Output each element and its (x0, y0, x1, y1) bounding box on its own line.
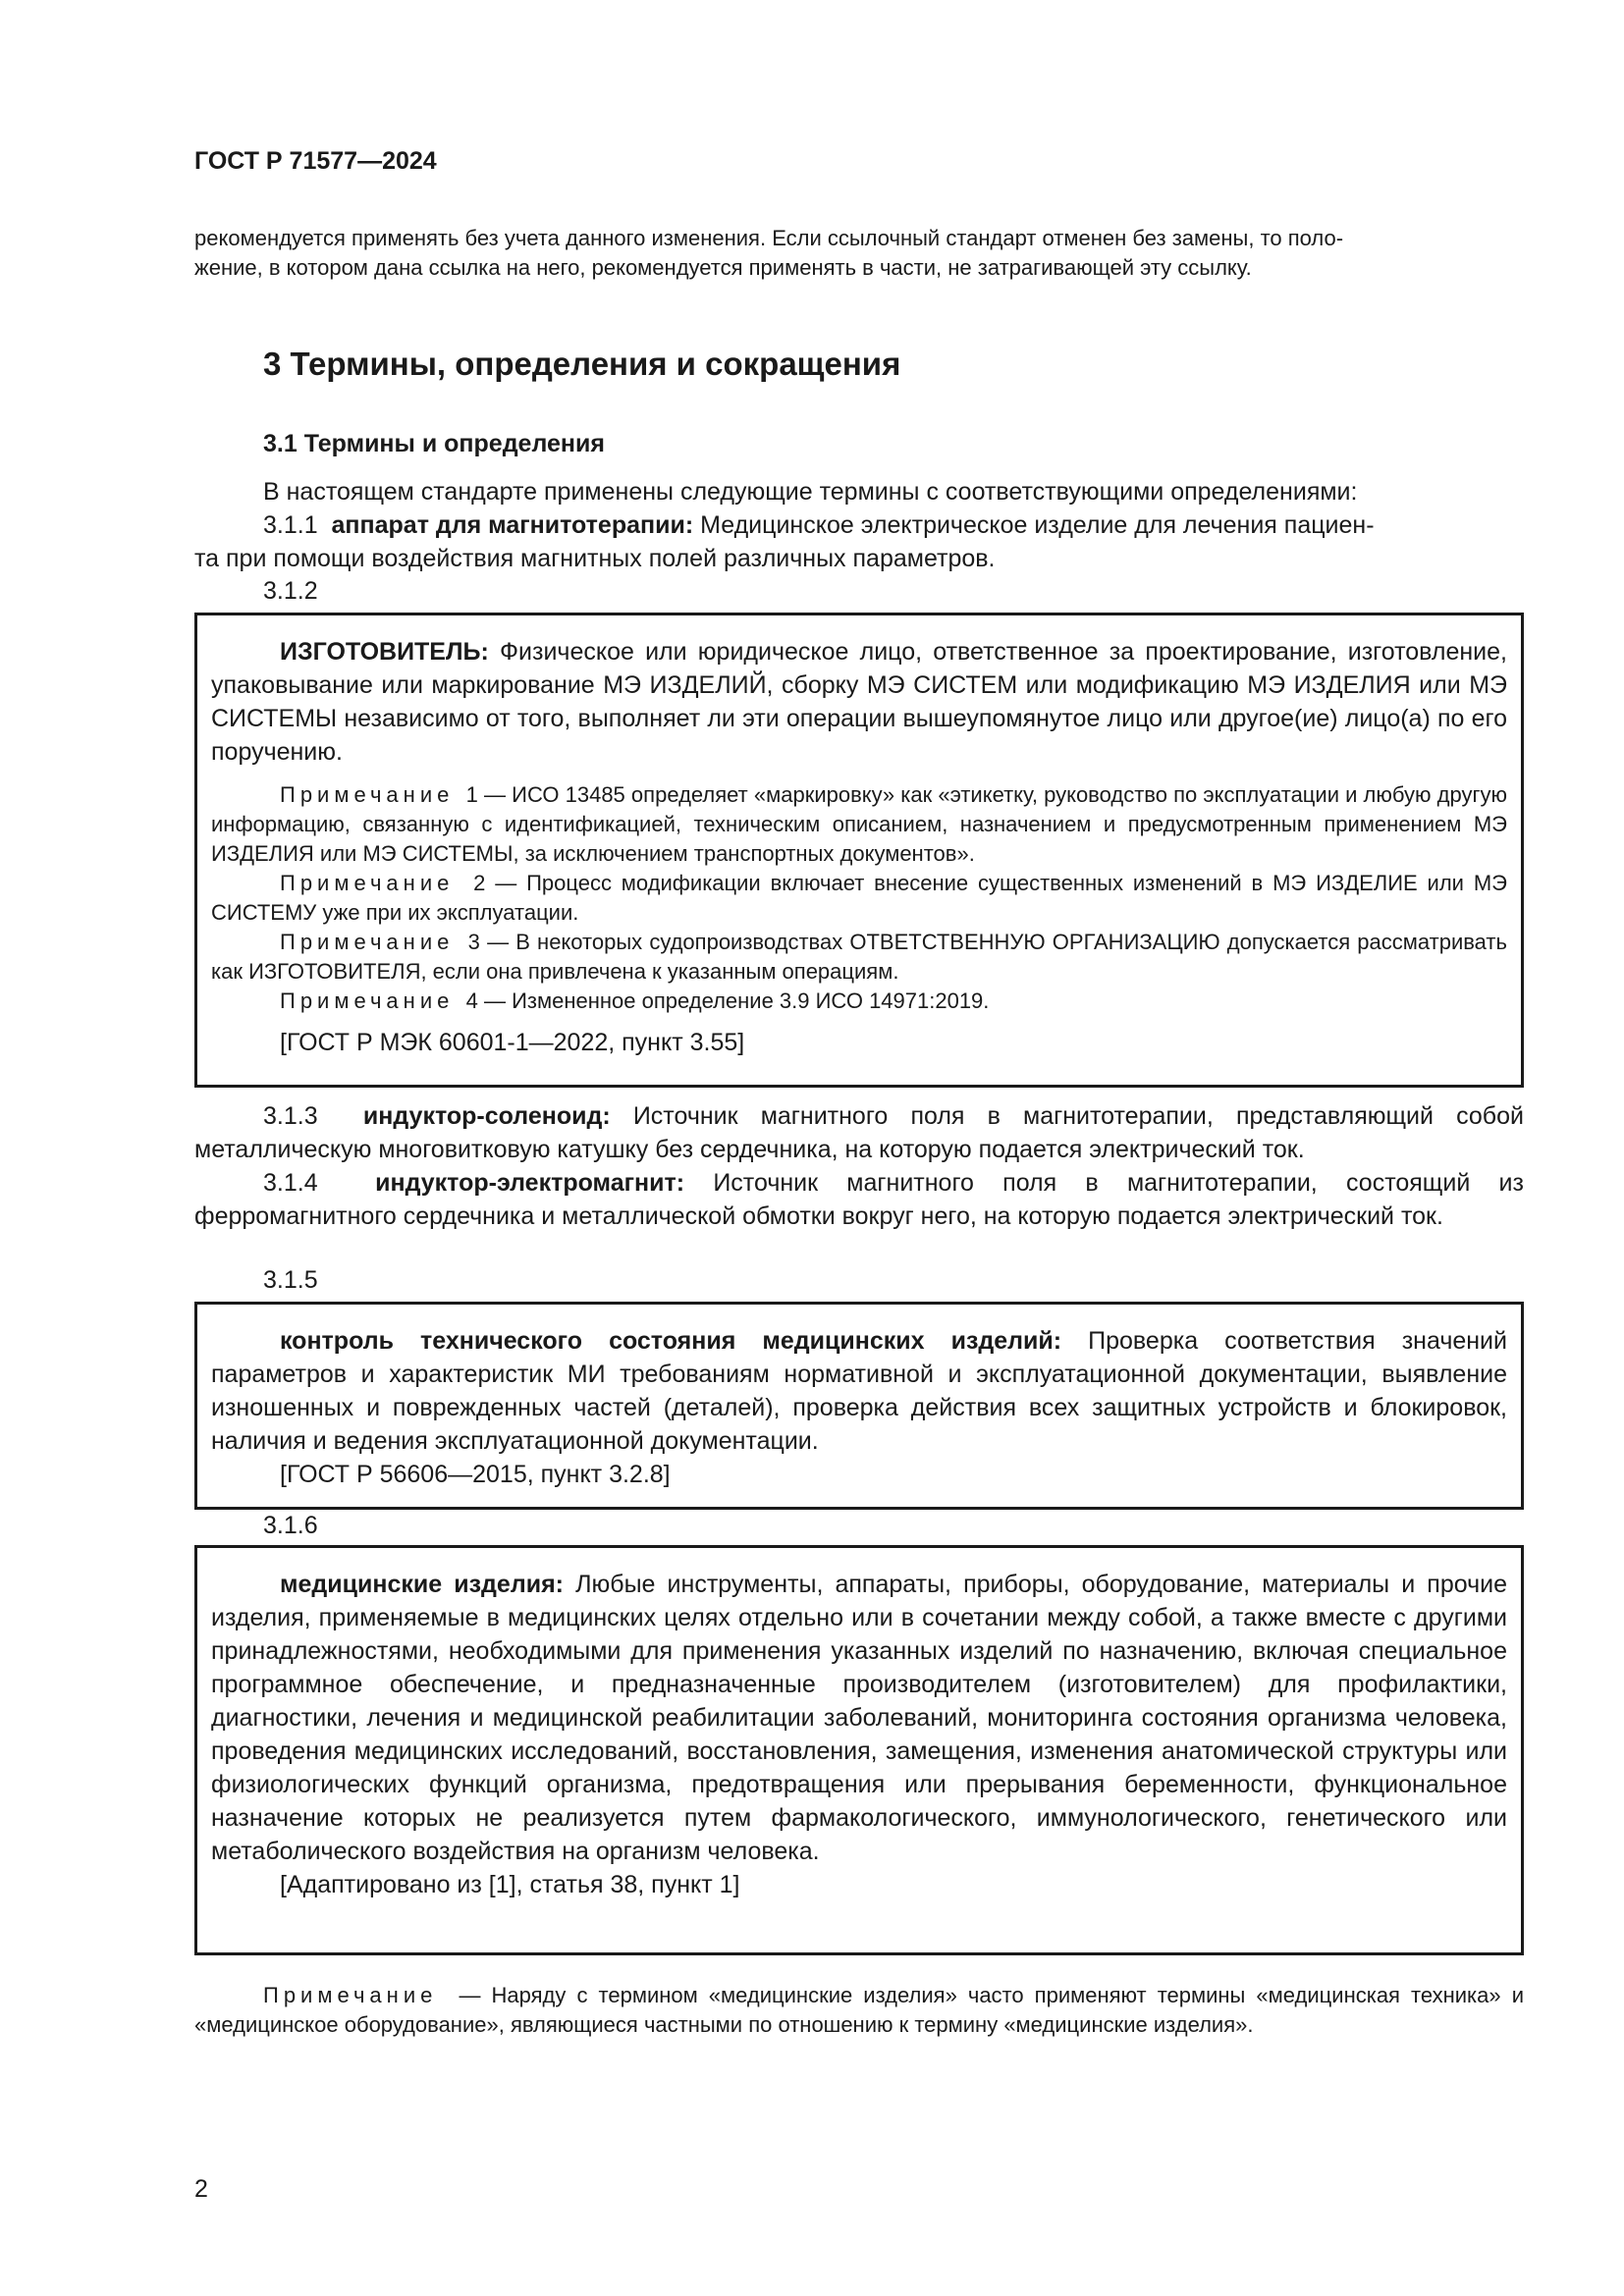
term-3-1-4 (194, 1166, 1524, 1233)
term-name: индуктор-соленоид: (362, 1102, 611, 1130)
note-number: 4 (465, 988, 478, 1013)
section-3-1-title: 3.1 Термины и определения (263, 430, 605, 457)
term-3-1-2-note-3 (211, 928, 1507, 987)
section-3-title: 3 Термины, определения и сокращения (263, 346, 901, 382)
term-3-1-2-source: [ГОСТ Р МЭК 60601-1—2022, пункт 3.55] (280, 1029, 745, 1056)
note-label: Примечание (263, 1983, 438, 2007)
section-3-1-body (194, 475, 1524, 575)
term-3-1-1 (194, 508, 1524, 542)
final-note (194, 1981, 1524, 2040)
note-text: — Измененное определение 3.9 ИСО 14971:2019. (483, 988, 990, 1013)
term-definition: Источник магнитного поля в магнитотерапии, представляющий собой металлическую многовитковую катушку без сердечника, на которую подается электрический ток. (194, 1102, 1524, 1163)
term-number: 3.1.4 (263, 1169, 318, 1197)
term-3-1-6-source: [Адаптировано из [1], статья 38, пункт 1] (280, 1871, 740, 1898)
term-name: медицинские изделия: (280, 1571, 564, 1598)
term-definition: Медицинское электрическое изделие для лечения пациен- (700, 511, 1375, 539)
note-text: — Наряду с термином «медицинские изделия» часто применяют термины «медицинская техника» и «медицинское оборудование», являющиеся частными по отношению к термину «медицинские изделия». (194, 1983, 1524, 2037)
note-label: Примечание (280, 871, 455, 895)
term-3-1-6-box (194, 1545, 1524, 1955)
term-name: ИЗГОТОВИТЕЛЬ: (280, 638, 489, 666)
term-3-1-2-box (194, 613, 1524, 1088)
note-label: Примечание (280, 782, 455, 807)
term-3-1-2-note-2 (211, 869, 1507, 928)
term-definition: Физическое или юридическое лицо, ответственное за проектирование, изготовление, упаковывание или маркирование МЭ ИЗДЕЛИЙ, сборку МЭ СИСТЕМ или модификацию МЭ ИЗДЕЛИЯ или МЭ СИСТЕМЫ независимо от того, выполняет ли эти операции вышеупомянутое лицо или другое(ие) лицо(а) по его поручению. (211, 638, 1507, 766)
term-name: индуктор-электромагнит: (375, 1169, 685, 1197)
section-3-1-lead: В настоящем стандарте применены следующие термины с соответствующими определениями: (263, 478, 1358, 506)
term-definition: Любые инструменты, аппараты, приборы, оборудование, материалы и прочие изделия, применяемые в медицинских целях отдельно или в сочетании между собой, а также вместе с другими принадлежностями, необходимыми для применения указанных изделий по назначению, включая специальное программное обеспечение, и предназначенные производителем (изготовителем) для профилактики, диагностики, лечения и медицинской реабилитации заболеваний, мониторинга состояния организма человека, проведения медицинских исследований, восстановления, замещения, изменения анатомической структуры или физиологических функций организма, предотвращения или прерывания беременности, функциональное назначение которых не реализуется путем фармакологического, иммунологического, генетического или метаболического воздействия на организм человека. (211, 1571, 1507, 1865)
term-definition: Проверка соответствия значений параметров и характеристик МИ требованиям нормативной и эксплуатационной документации, выявление изношенных и поврежденных частей (деталей), проверка действия всех защитных устройств и блокировок, наличия и ведения эксплуатационной документации. (211, 1327, 1507, 1455)
note-text: — ИСО 13485 определяет «маркировку» как «этикетку, руководство по эксплуатации и любую другую информацию, связанную с идентификацией, техническим описанием, назначением и предусмотренным применением МЭ ИЗДЕЛИЯ или МЭ СИСТЕМЫ, за исключением транспортных документов». (211, 782, 1507, 866)
page-number: 2 (194, 2175, 208, 2203)
term-3-1-2-definition (211, 635, 1507, 769)
term-name: аппарат для магнитотерапии: (331, 511, 694, 539)
term-3-1-6-number: 3.1.6 (263, 1512, 318, 1539)
note-text: — В некоторых судопроизводствах ОТВЕТСТВЕННУЮ ОРГАНИЗАЦИЮ допускается рассматривать как ИЗГОТОВИТЕЛЯ, если она привлечена к указанным операциям. (211, 930, 1507, 984)
document-header: ГОСТ Р 71577—2024 (194, 147, 437, 175)
term-3-1-2-note-4 (211, 987, 1507, 1016)
term-3-1-2-note-1 (211, 780, 1507, 869)
note-number: 1 (465, 782, 478, 807)
term-number: 3.1.1 (263, 511, 318, 539)
term-3-1-5-box (194, 1302, 1524, 1510)
intro-paragraph (194, 224, 1524, 283)
term-3-1-5-number: 3.1.5 (263, 1266, 318, 1294)
term-3-1-5-definition (211, 1324, 1507, 1458)
note-number: 3 (467, 930, 480, 954)
term-3-1-3 (194, 1099, 1524, 1166)
term-3-1-6-definition (211, 1568, 1507, 1868)
note-label: Примечание (280, 988, 455, 1013)
note-number: 2 (473, 871, 486, 895)
note-label: Примечание (280, 930, 455, 954)
term-number: 3.1.3 (263, 1102, 318, 1130)
intro-line-1: рекомендуется применять без учета данного изменения. Если ссылочный стандарт отменен без замены, то поло- (194, 226, 1344, 250)
term-3-1-2-number: 3.1.2 (263, 577, 318, 605)
term-definition: Источник магнитного поля в магнитотерапии, состоящий из ферромагнитного сердечника и металлической обмотки вокруг него, на которую подается электрический ток. (194, 1169, 1524, 1230)
terms-3-1-3-to-3-1-4 (194, 1099, 1524, 1233)
note-text: — Процесс модификации включает внесение существенных изменений в МЭ ИЗДЕЛИЕ или МЭ СИСТЕМУ уже при их эксплуатации. (211, 871, 1507, 925)
term-3-1-5-source: [ГОСТ Р 56606—2015, пункт 3.2.8] (280, 1461, 671, 1488)
intro-line-2: жение, в котором дана ссылка на него, рекомендуется применять в части, не затрагивающей эту ссылку. (194, 255, 1252, 280)
term-name: контроль технического состояния медицинских изделий: (280, 1327, 1062, 1355)
term-3-1-1-cont: та при помощи воздействия магнитных полей различных параметров. (194, 545, 996, 572)
